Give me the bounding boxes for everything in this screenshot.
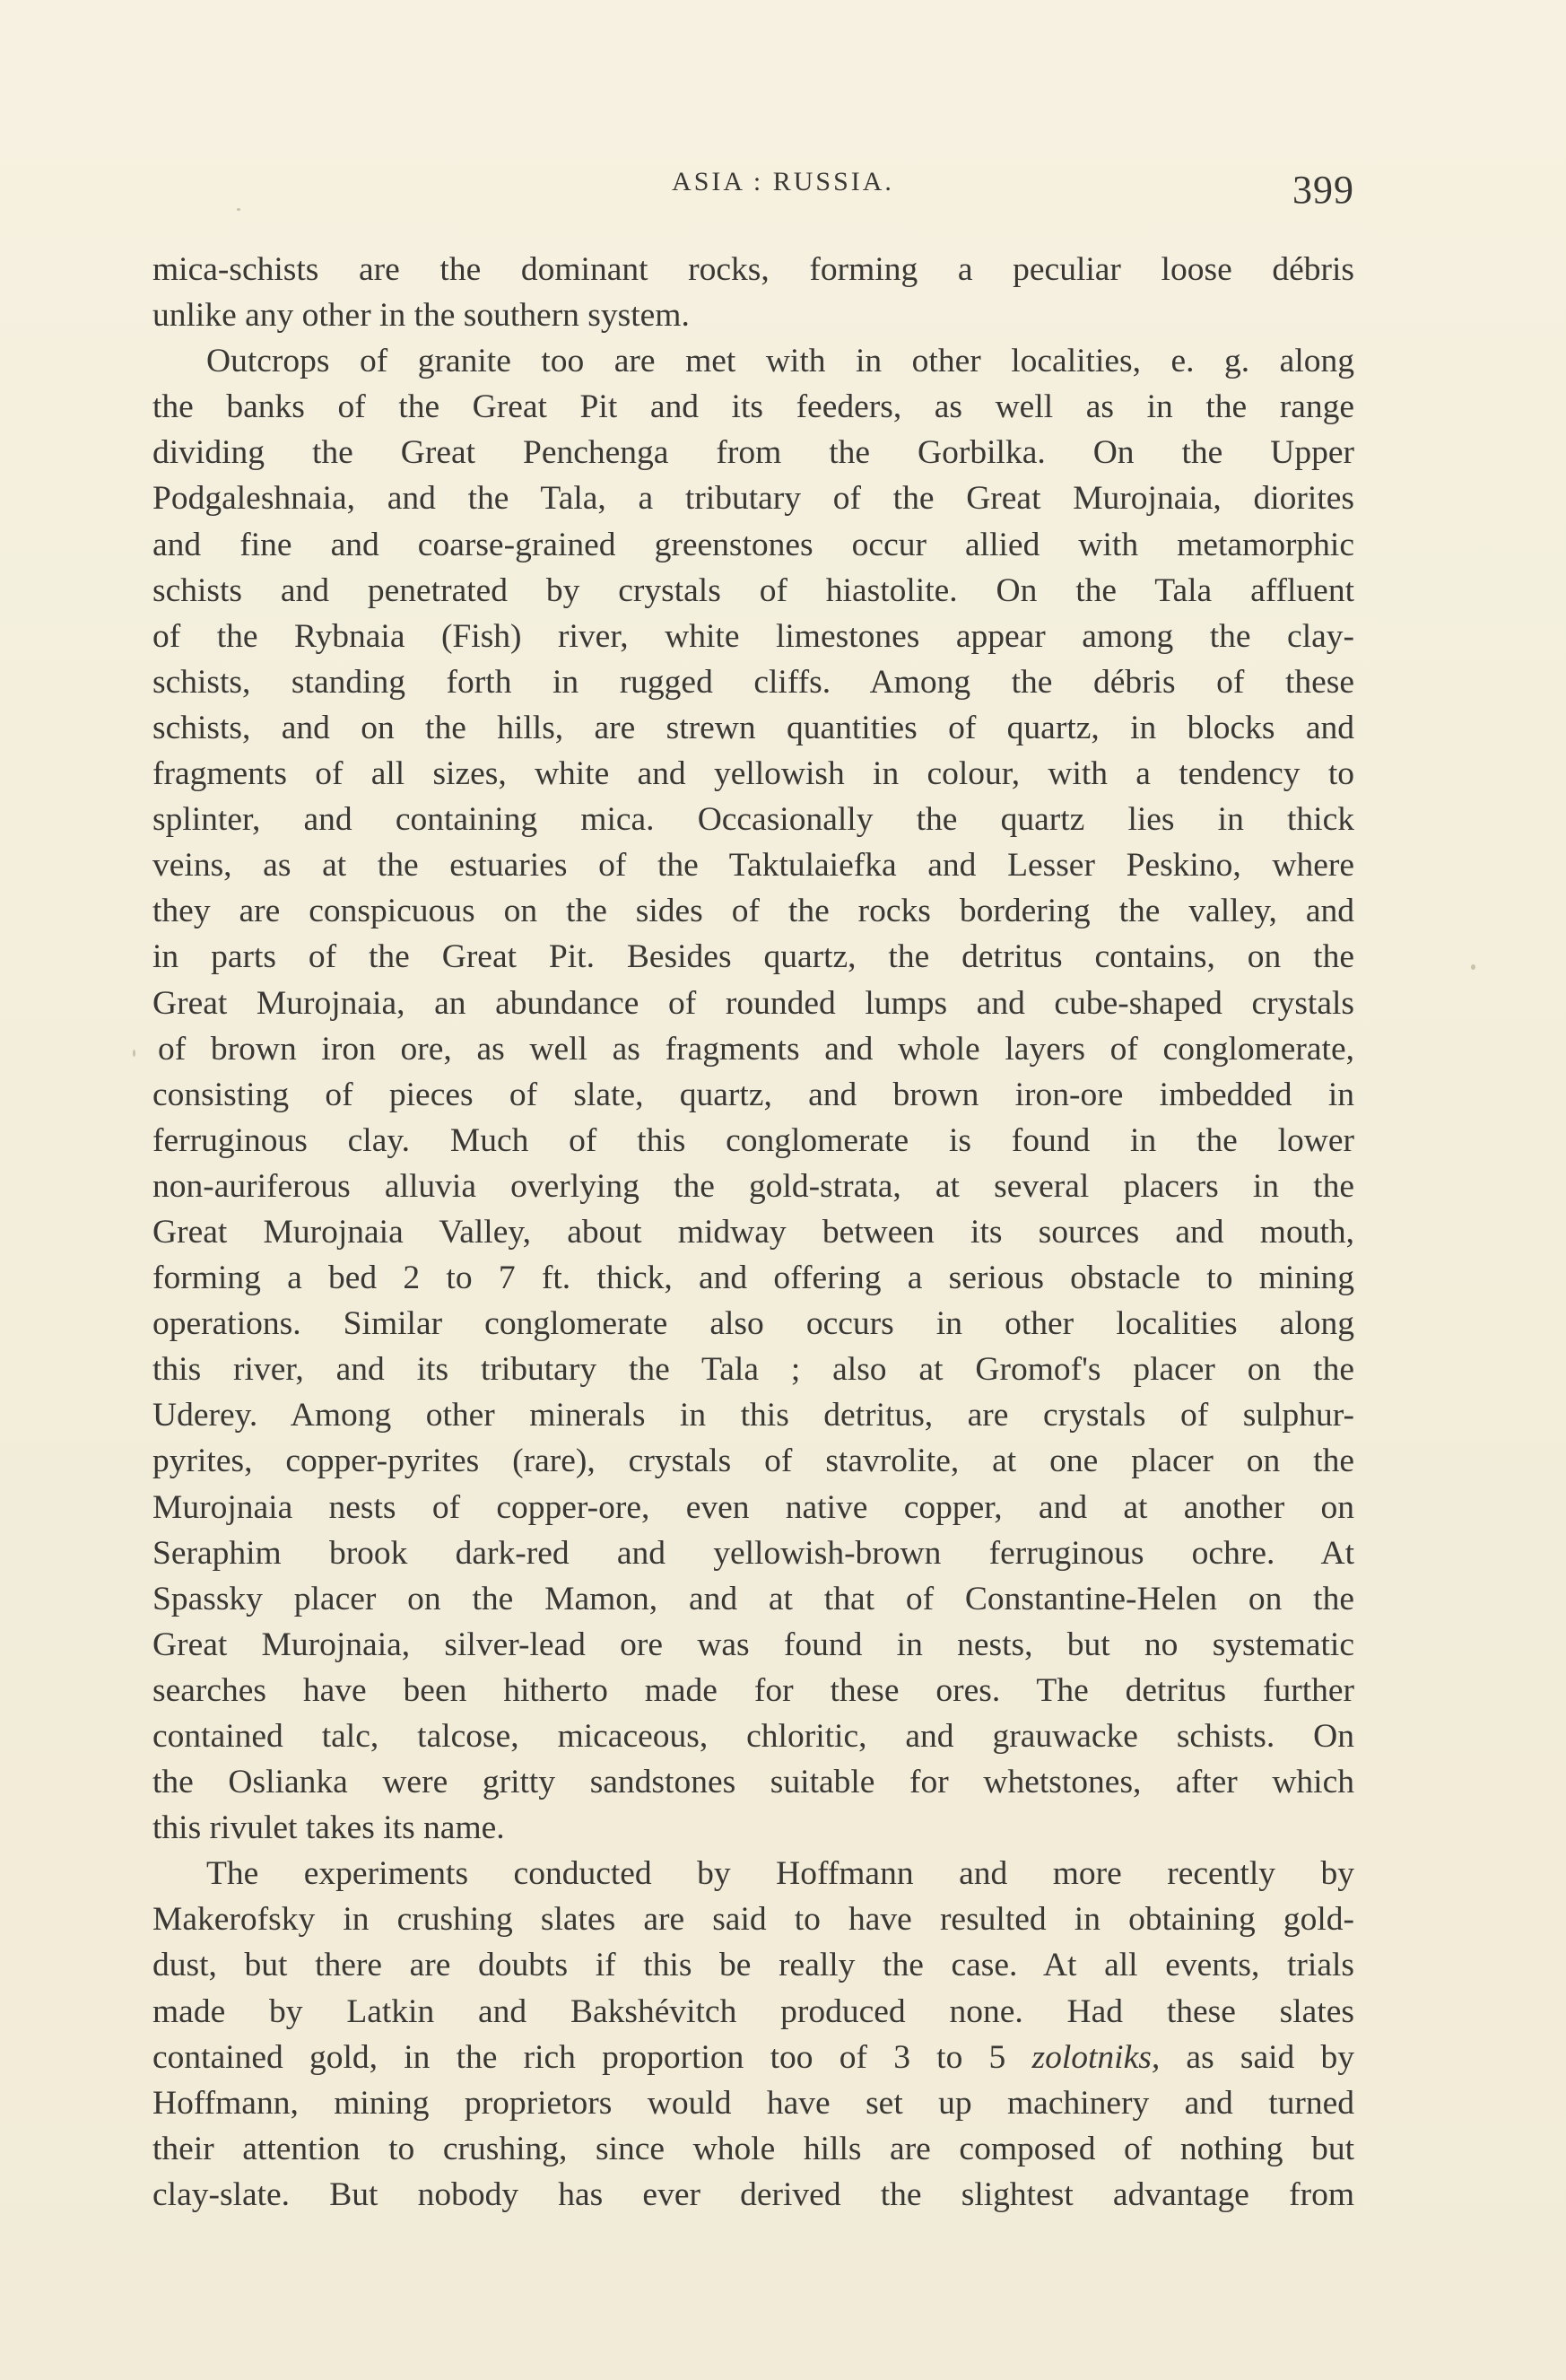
paper-speck — [237, 208, 240, 211]
text-line: Great Murojnaia, an abundance of rounded lumps and cube-shaped crystals — [152, 984, 1354, 1022]
text-line: Murojnaia nests of copper-ore, even native copper, and at another on — [152, 1488, 1354, 1526]
paragraph-first-line: The experiments conducted by Hoffmann and more recently by — [206, 1855, 1354, 1893]
text-run: contained gold, in the rich proportion too of 3 to 5 — [152, 2038, 1032, 2076]
text-line: consisting of pieces of slate, quartz, and brown iron-ore imbedded in — [152, 1076, 1354, 1113]
text-line: non-auriferous alluvia overlying the gold-strata, at several placers in the — [152, 1167, 1354, 1205]
paper-speck — [133, 1050, 135, 1057]
text-line-with-italic — [152, 2035, 1354, 2080]
text-line: Uderey. Among other minerals in this detritus, are crystals of sulphur- — [152, 1397, 1354, 1434]
body-text — [152, 247, 1354, 2218]
text-line: searches have been hitherto made for these ores. The detritus further — [152, 1671, 1354, 1709]
text-line: pyrites, copper-pyrites (rare), crystals of stavrolite, at one placer on the — [152, 1443, 1354, 1480]
text-line: this river, and its tributary the Tala ; also at Gromof's placer on the — [152, 1351, 1354, 1389]
page-number: 399 — [1292, 168, 1354, 212]
text-line: ferruginous clay. Much of this conglomerate is found in the lower — [152, 1121, 1354, 1159]
paper-speck — [1471, 964, 1475, 970]
text-line: fragments of all sizes, white and yellowish in colour, with a tendency to — [152, 755, 1354, 793]
text-line: forming a bed 2 to 7 ft. thick, and offering a serious obstacle to mining — [152, 1260, 1354, 1297]
text-line: Podgaleshnaia, and the Tala, a tributary of the Great Murojnaia, diorites — [152, 480, 1354, 518]
text-line: schists, standing forth in rugged cliffs. Among the débris of these — [152, 663, 1354, 701]
text-line: of brown iron ore, as well as fragments and whole layers of conglomerate, — [158, 1030, 1354, 1068]
text-run: as said by — [1160, 2038, 1354, 2076]
paragraph-first-line: Outcrops of granite too are met with in other localities, e. g. along — [206, 343, 1354, 380]
text-line: clay-slate. But nobody has ever derived the slightest advantage from — [152, 2175, 1354, 2213]
text-line: veins, as at the estuaries of the Taktulaiefka and Lesser Peskino, where — [152, 847, 1354, 885]
running-head: ASIA : RUSSIA. — [672, 167, 894, 196]
text-line: and fine and coarse-grained greenstones occur allied with metamorphic — [152, 526, 1354, 563]
text-line: Great Murojnaia Valley, about midway between its sources and mouth, — [152, 1213, 1354, 1251]
text-line: Great Murojnaia, silver-lead ore was found in nests, but no systematic — [152, 1626, 1354, 1663]
text-line: unlike any other in the southern system. — [152, 297, 690, 335]
text-line: Hoffmann, mining proprietors would have set up machinery and turned — [152, 2084, 1354, 2122]
text-line: mica-schists are the dominant rocks, forming a peculiar loose débris — [152, 251, 1354, 288]
text-line: their attention to crushing, since whole hills are composed of nothing but — [152, 2130, 1354, 2167]
text-line: in parts of the Great Pit. Besides quartz, the detritus contains, on the — [152, 938, 1354, 976]
text-line: made by Latkin and Bakshévitch produced none. Had these slates — [152, 1992, 1354, 2030]
text-line: Seraphim brook dark-red and yellowish-brown ferruginous ochre. At — [152, 1534, 1354, 1572]
text-line: schists and penetrated by crystals of hiastolite. On the Tala affluent — [152, 571, 1354, 609]
text-line: operations. Similar conglomerate also occurs in other localities along — [152, 1305, 1354, 1343]
text-line: the banks of the Great Pit and its feeders, as well as in the range — [152, 388, 1354, 426]
text-line: dividing the Great Penchenga from the Gorbilka. On the Upper — [152, 434, 1354, 472]
text-line: they are conspicuous on the sides of the rocks bordering the valley, and — [152, 893, 1354, 930]
text-line: the Oslianka were gritty sandstones suitable for whetstones, after which — [152, 1764, 1354, 1801]
text-line: of the Rybnaia (Fish) river, white limestones appear among the clay- — [152, 617, 1354, 655]
text-line: Makerofsky in crushing slates are said to have resulted in obtaining gold- — [152, 1901, 1354, 1939]
text-line: Spassky placer on the Mamon, and at that of Constantine-Helen on the — [152, 1580, 1354, 1617]
text-line: this rivulet takes its name. — [152, 1809, 505, 1847]
text-line: contained talc, talcose, micaceous, chloritic, and grauwacke schists. On — [152, 1718, 1354, 1755]
text-line: schists, and on the hills, are strewn quantities of quartz, in blocks and — [152, 709, 1354, 746]
text-line: splinter, and containing mica. Occasionally the quartz lies in thick — [152, 801, 1354, 839]
italic-term: zolotniks, — [1031, 2038, 1161, 2076]
text-line: dust, but there are doubts if this be really the case. At all events, trials — [152, 1947, 1354, 1984]
